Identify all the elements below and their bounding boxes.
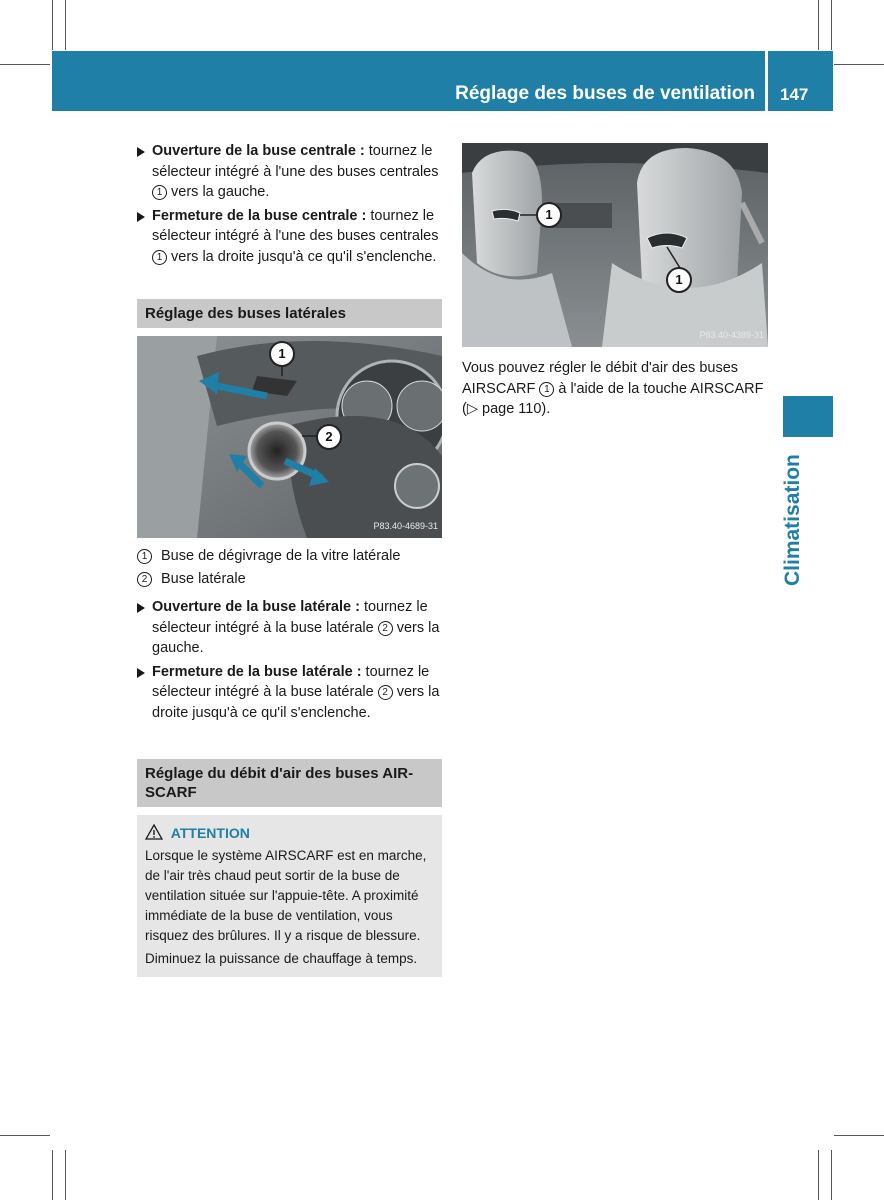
bullet-arrow-icon: [137, 147, 145, 157]
legend-text: Buse de dégivrage de la vitre latérale: [161, 548, 401, 564]
warning-triangle-icon: [145, 824, 163, 840]
page-number-box: [768, 51, 833, 111]
instruction-text: tournez le sélecteur intégré à l'une des buses centrales: [152, 143, 439, 180]
warning-title: ATTENTION: [170, 825, 250, 841]
crop-mark: [834, 64, 884, 65]
header-bar: [52, 51, 765, 111]
figure-code: P83.40-4689-31: [373, 520, 438, 531]
legend-item: [137, 569, 442, 590]
crop-mark: [52, 0, 53, 50]
page-number: 147: [780, 85, 809, 104]
callout-1: 1: [269, 341, 295, 367]
crop-mark: [834, 1135, 884, 1136]
body-paragraph: [462, 358, 768, 420]
warning-box: [137, 815, 442, 977]
instruction-title: Fermeture de la buse centrale :: [152, 207, 367, 224]
page-title: Réglage des buses de ventilation: [455, 83, 755, 104]
instruction-text: vers la droite jusqu'à ce qu'il s'enclenche.: [167, 248, 437, 265]
instruction-text: tournez le sélecteur intégré à l'une des buses centrales: [152, 207, 439, 244]
callout-ref: 2: [378, 621, 393, 636]
callout-ref: 1: [152, 250, 167, 265]
instruction-title: Ouverture de la buse latérale :: [152, 599, 360, 615]
legend-item: [137, 546, 442, 567]
callout-ref: 2: [378, 685, 393, 700]
instruction-text: vers la gauche.: [167, 184, 270, 200]
crop-mark: [65, 1150, 66, 1200]
left-column: [137, 141, 442, 977]
section-heading: Réglage des buses latérales: [137, 299, 442, 328]
instruction-text: vers la droite jusqu'à ce qu'il s'enclenche.: [152, 684, 440, 721]
chapter-tab-marker: [783, 396, 833, 437]
seats-illustration: [462, 143, 768, 347]
instruction-item: [137, 662, 442, 724]
crop-mark: [0, 1135, 50, 1136]
chapter-label: Climatisation: [781, 454, 804, 586]
instruction-item: [137, 597, 442, 659]
instruction-text: tournez le sélecteur intégré à la buse latérale: [152, 599, 428, 636]
warning-text: Lorsque le système AIRSCARF est en marche, de l'air très chaud peut sortir de la buse de ventilation située sur l'appuie-tête. A proximité immédiate de la buse de ventilation, vous risquez des brûlures. Il y a risque de blessure.: [145, 848, 427, 943]
callout-ref: 1: [539, 382, 554, 397]
right-column: [462, 143, 768, 420]
dashboard-illustration: [137, 336, 442, 538]
crop-mark: [52, 1150, 53, 1200]
crop-mark: [831, 1150, 832, 1200]
crop-mark: [0, 64, 50, 65]
warning-text: Diminuez la puissance de chauffage à temps.: [145, 951, 418, 966]
bullet-arrow-icon: [137, 603, 145, 613]
callout-ref: 2: [137, 572, 152, 587]
instruction-text: tournez le sélecteur intégré à la buse latérale: [152, 663, 430, 700]
chapter-tab: [778, 445, 808, 590]
instruction-item: [137, 206, 442, 268]
crop-mark: [818, 0, 819, 50]
callout-2: 2: [316, 424, 342, 450]
instruction-title: Fermeture de la buse latérale :: [152, 663, 362, 680]
bullet-arrow-icon: [137, 668, 145, 678]
crop-mark: [818, 1150, 819, 1200]
side-vent-figure: [137, 336, 442, 538]
instruction-title: Ouverture de la buse centrale :: [152, 143, 365, 159]
callout-1: 1: [666, 267, 692, 293]
page-reference-text: à l'aide de la touche AIRSCARF (▷ page 110).: [462, 380, 764, 417]
crop-mark: [831, 0, 832, 50]
callout-ref: 1: [152, 185, 167, 200]
callout-ref: 1: [137, 549, 152, 564]
figure-code: P83.40-4389-31: [699, 329, 764, 340]
crop-mark: [65, 0, 66, 50]
section-heading: Réglage du débit d'air des buses AIRSCARF: [137, 759, 442, 807]
paragraph-text: Vous pouvez régler le débit d'air des buses AIRSCARF: [462, 360, 739, 397]
airscarf-figure: [462, 143, 768, 347]
bullet-arrow-icon: [137, 212, 145, 222]
legend-text: Buse latérale: [161, 570, 246, 587]
instruction-text: vers la gauche.: [152, 619, 440, 656]
callout-1: 1: [536, 202, 562, 228]
instruction-item: [137, 141, 442, 203]
